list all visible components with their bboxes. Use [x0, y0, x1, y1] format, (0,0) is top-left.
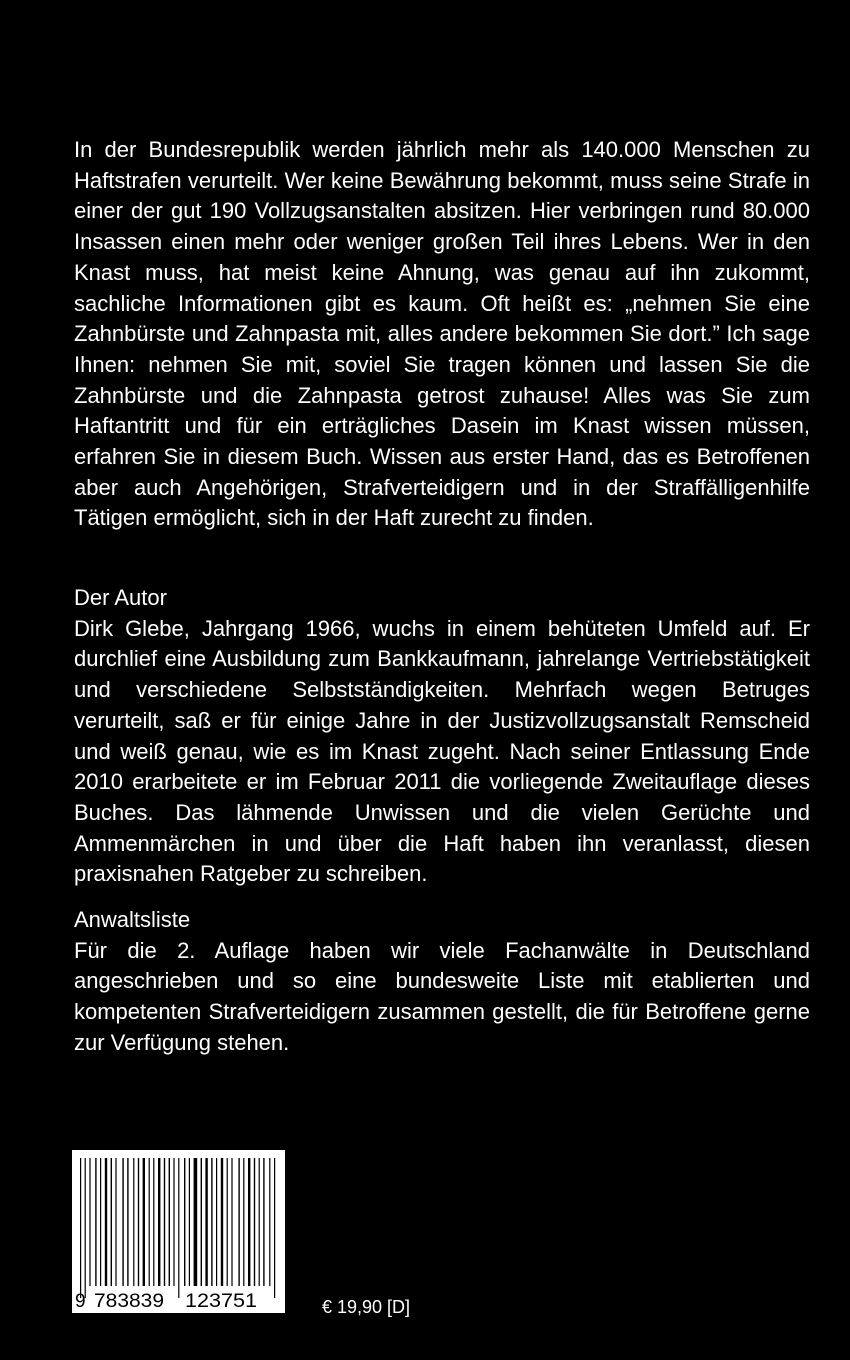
barcode-bar	[269, 1158, 270, 1286]
barcode-bar	[95, 1158, 96, 1286]
barcode-bar	[105, 1158, 107, 1286]
barcode-bar	[221, 1158, 223, 1286]
barcode-bar	[216, 1158, 217, 1286]
barcode-bar	[231, 1158, 232, 1286]
price-label: € 19,90 [D]	[322, 1297, 411, 1317]
barcode-bar	[153, 1158, 154, 1286]
barcode-bar	[205, 1158, 207, 1286]
author-bio: Dirk Glebe, Jahrgang 1966, wuchs in einem behüteten Umfeld auf. Er durchlief eine Ausbildung zum Bankkaufmann, jahrelange Vertriebstätigkeit und verschiedene Selbstständigkeiten. Mehrfach wegen Betruges verurteilt, saß er für einige Jahre in der Justizvollzugsanstalt Remscheid und weiß genau, wie es im Knast zugeht. Nach seiner Entlassung Ende 2010 erarbeitete er im Februar 2011 die vorliegende Zweitauflage dieses Buches. Das lähmende Unwissen und die vielen Gerüchte und Ammenmärchen in und über die Haft haben ihn veranlasst, diesen praxisnahen Ratgeber zu schreiben.	[74, 615, 810, 887]
barcode-bar	[89, 1158, 90, 1286]
barcode-graphic	[72, 1150, 285, 1313]
barcode-bar	[184, 1158, 185, 1286]
barcode-bar	[194, 1158, 198, 1286]
author-heading: Der Autor	[74, 585, 167, 610]
barcode-digits-right: 123751	[185, 1291, 257, 1312]
barcode-bar	[133, 1158, 134, 1286]
barcode-bar	[158, 1158, 160, 1286]
author-section	[74, 583, 810, 890]
barcode-bar	[143, 1158, 145, 1286]
barcode-bar	[111, 1158, 112, 1286]
barcode-bar	[127, 1158, 128, 1286]
barcode-bar	[169, 1158, 170, 1286]
barcode-bars	[80, 1158, 275, 1298]
barcode-bar	[243, 1158, 244, 1286]
lawyer-list-text: Für die 2. Auflage haben wir viele Fachanwälte in Deutschland angeschrieben und so eine bundesweite Liste mit etablierten und kompetenten Strafverteidigern zusammen gestellt, die für Betroffene gerne zur Verfügung stehen.	[74, 937, 810, 1055]
barcode-bar	[164, 1158, 165, 1286]
lawyer-list-heading: Anwaltsliste	[74, 907, 191, 932]
barcode-bar	[254, 1158, 255, 1286]
barcode-bar	[238, 1158, 239, 1286]
isbn-barcode	[72, 1150, 285, 1313]
barcode-bar	[138, 1158, 139, 1286]
barcode-digits-left: 783839	[94, 1291, 164, 1312]
lawyer-list-section	[74, 905, 810, 1059]
barcode-bar	[227, 1158, 228, 1286]
barcode-digit-first: 9	[75, 1291, 86, 1312]
barcode-bar	[189, 1158, 190, 1286]
barcode-bar	[211, 1158, 212, 1286]
barcode-bar	[173, 1158, 174, 1286]
barcode-bar	[201, 1158, 202, 1286]
barcode-bar	[100, 1158, 101, 1286]
barcode-bar	[85, 1158, 86, 1298]
barcode-bar	[263, 1158, 264, 1286]
barcode-bar	[248, 1158, 250, 1286]
barcode-bar	[259, 1158, 260, 1286]
blurb-text: In der Bundesrepublik werden jährlich mehr als 140.000 Menschen zu Haftstrafen verurteilt. Wer keine Bewährung bekommt, muss seine Strafe in einer der gut 190 Vollzugsanstalten absitzen. Hier verbringen rund 80.000 Insassen einen mehr oder weniger großen Teil ihres Lebens. Wer in den Knast muss, hat meist keine Ahnung, was genau auf ihn zukommt, sachliche Informationen gibt es kaum. Oft heißt es: „nehmen Sie eine Zahnbürste und Zahnpasta mit, alles andere bekommen Sie dort.” Ich sage Ihnen: nehmen Sie mit, soviel Sie tragen können und lassen Sie die Zahnbürste und die Zahnpasta getrost zuhause! Alles was Sie zum Haftantritt und für ein erträgliches Dasein im Knast wissen müssen, erfahren Sie in diesem Buch. Wissen aus erster Hand, das es Betroffenen aber auch Angehörigen, Strafverteidigern und in der Straffälligenhilfe Tätigen ermöglicht, sich in der Haft zurecht zu finden.	[74, 137, 810, 531]
barcode-bar	[80, 1158, 81, 1298]
barcode-bar	[149, 1158, 150, 1286]
barcode-bar	[178, 1158, 179, 1298]
barcode-bar	[122, 1158, 123, 1286]
barcode-bar	[274, 1158, 275, 1298]
barcode-bar	[115, 1158, 116, 1286]
